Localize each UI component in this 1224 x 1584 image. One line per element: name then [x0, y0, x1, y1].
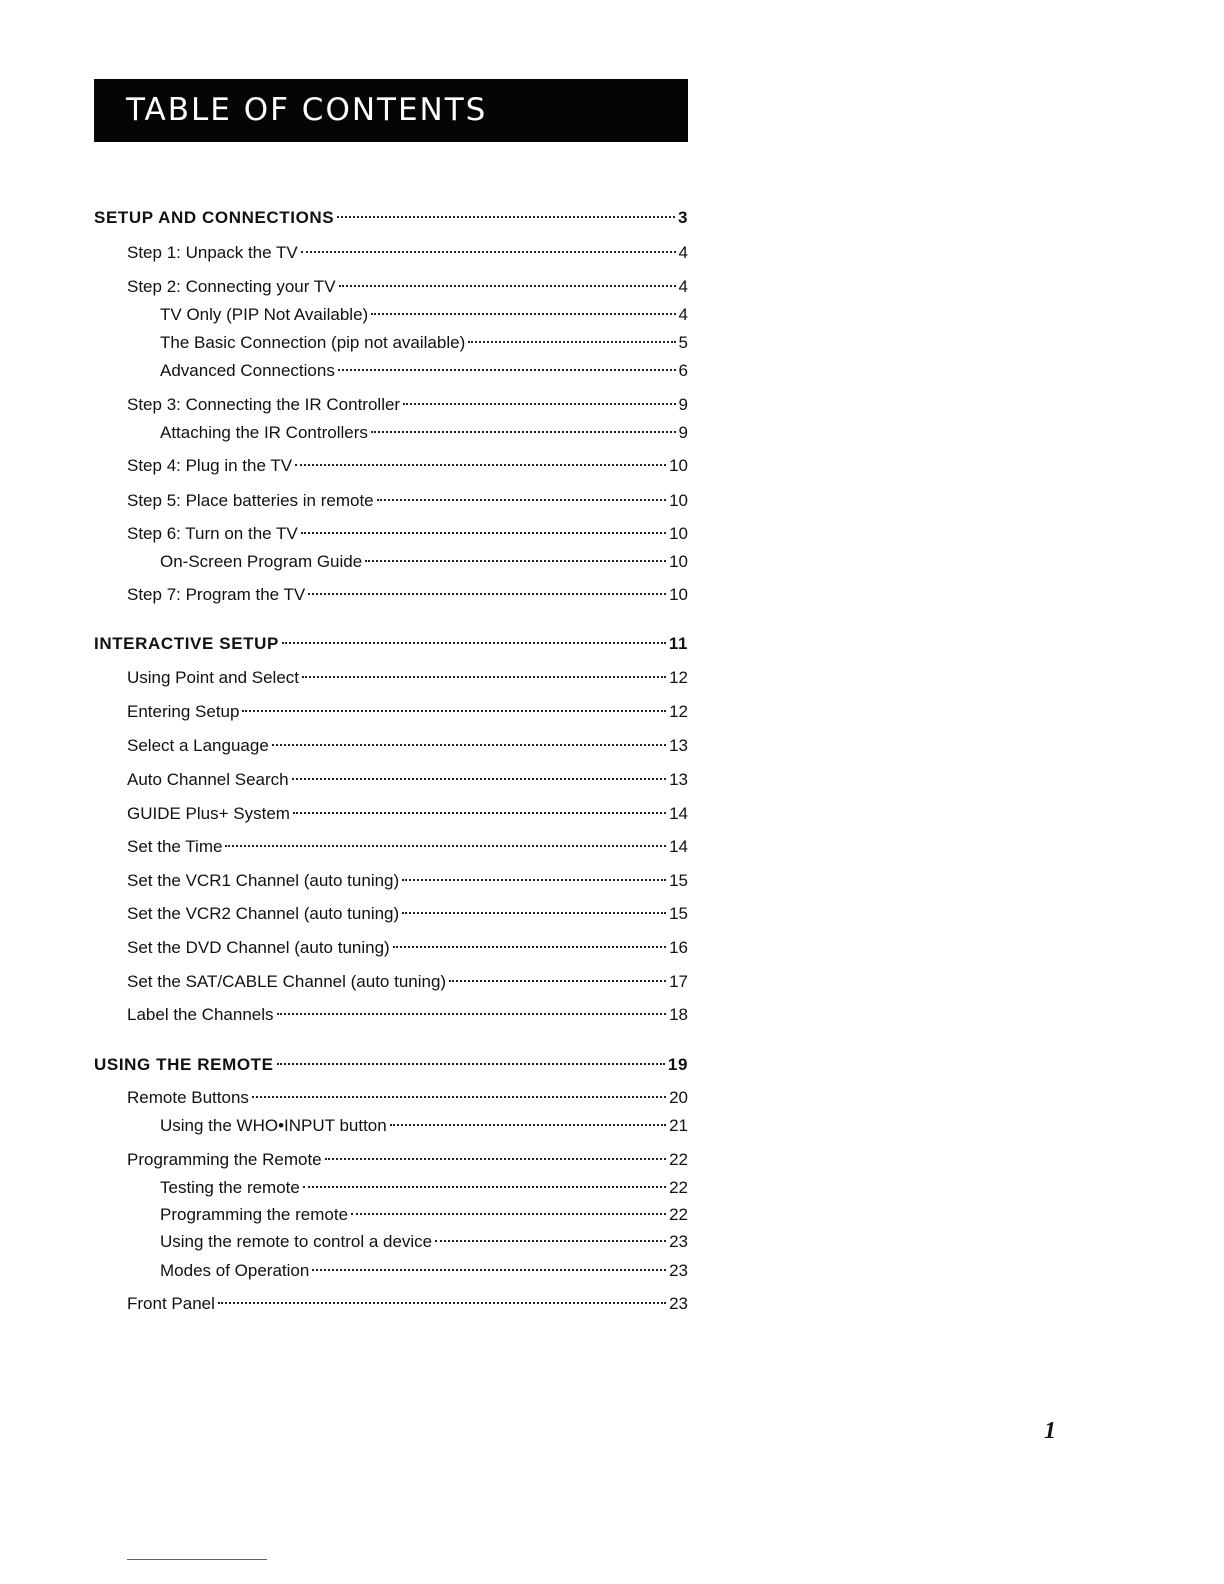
toc-entry-page: 11	[668, 634, 688, 653]
toc-entry	[127, 274, 688, 300]
toc-entry	[160, 549, 688, 575]
toc-entry-page: 10	[669, 524, 688, 543]
dot-leader	[337, 216, 675, 218]
toc-entry-label: Advanced Connections	[160, 361, 335, 380]
toc-entry-page: 22	[669, 1150, 688, 1169]
dot-leader	[308, 593, 666, 595]
toc-entry	[127, 240, 688, 266]
toc-entry-label: Set the VCR1 Channel (auto tuning)	[127, 871, 400, 890]
dot-leader	[218, 1302, 666, 1304]
toc-entry	[160, 1229, 688, 1255]
toc-entry	[127, 834, 688, 860]
toc-entry-page: 22	[669, 1205, 688, 1224]
toc-entry-page: 3	[677, 208, 688, 227]
toc-entry-page: 23	[669, 1261, 688, 1280]
toc-entry-label: Modes of Operation	[160, 1261, 310, 1280]
dot-leader	[303, 1186, 666, 1188]
dot-leader	[435, 1240, 666, 1242]
toc-entry-label: Attaching the IR Controllers	[160, 423, 368, 442]
toc-entry-page: 16	[669, 938, 688, 957]
toc-entry-page: 14	[669, 804, 688, 823]
toc-entry-label: Remote Buttons	[127, 1088, 249, 1107]
toc-entry-label: Step 5: Place batteries in remote	[127, 491, 374, 510]
dot-leader	[403, 403, 675, 405]
toc-entry-label: GUIDE Plus+ System	[127, 804, 290, 823]
toc-entry-label: The Basic Connection (pip not available)	[160, 333, 466, 352]
toc-entry-page: 19	[667, 1055, 688, 1074]
toc-entry-label: Step 2: Connecting your TV	[127, 277, 336, 296]
toc-entry-page: 13	[669, 770, 688, 789]
toc-entry	[127, 767, 688, 793]
dot-leader	[277, 1013, 667, 1015]
dot-leader	[371, 431, 676, 433]
toc-entry-page: 20	[669, 1088, 688, 1107]
toc-entry-label: USING THE REMOTE	[94, 1055, 274, 1074]
toc-entry	[127, 665, 688, 691]
dot-leader	[301, 251, 676, 253]
toc-entry-page: 23	[669, 1294, 688, 1313]
dot-leader	[402, 912, 666, 914]
toc-entry	[127, 1147, 688, 1173]
dot-leader	[339, 285, 676, 287]
toc-entry-label: Programming the Remote	[127, 1150, 322, 1169]
toc-entry-page: 15	[669, 904, 688, 923]
dot-leader	[351, 1213, 666, 1215]
toc-section-entry	[94, 631, 688, 657]
toc-section-entry	[94, 205, 688, 231]
toc-section-entry	[94, 1052, 688, 1078]
toc-entry	[127, 868, 688, 894]
dot-leader	[302, 676, 666, 678]
dot-leader	[293, 812, 666, 814]
dot-leader	[377, 499, 666, 501]
dot-leader	[295, 464, 666, 466]
toc-entry-page: 22	[669, 1178, 688, 1197]
toc-entry	[127, 935, 688, 961]
dot-leader	[390, 1124, 666, 1126]
toc-entry-label: Front Panel	[127, 1294, 215, 1313]
dot-leader	[338, 369, 676, 371]
dot-leader	[225, 845, 666, 847]
toc-entry	[127, 488, 688, 514]
toc-entry-page: 14	[669, 837, 688, 856]
toc-entry-page: 4	[678, 305, 688, 324]
toc-entry-label: Set the SAT/CABLE Channel (auto tuning)	[127, 972, 447, 991]
toc-entry-page: 18	[669, 1005, 688, 1024]
dot-leader	[292, 778, 666, 780]
toc-entry-page: 13	[669, 736, 688, 755]
dot-leader	[282, 642, 666, 644]
dot-leader	[252, 1096, 666, 1098]
toc-entry	[160, 1113, 688, 1139]
footer-rule	[127, 1559, 267, 1560]
toc-entry	[127, 699, 688, 725]
toc-entry-page: 23	[669, 1232, 688, 1251]
dot-leader	[277, 1063, 665, 1065]
toc-entry	[160, 302, 688, 328]
dot-leader	[371, 313, 675, 315]
toc-entry	[127, 392, 688, 418]
dot-leader	[301, 532, 666, 534]
dot-leader	[272, 744, 666, 746]
toc-entry	[127, 1085, 688, 1111]
toc-entry-page: 5	[678, 333, 688, 352]
toc-entry-page: 4	[678, 243, 688, 262]
toc-entry-label: SETUP AND CONNECTIONS	[94, 208, 335, 227]
toc-entry	[160, 1258, 688, 1284]
toc-entry-label: INTERACTIVE SETUP	[94, 634, 279, 653]
page-title: TABLE OF CONTENTS	[126, 92, 488, 128]
dot-leader	[365, 560, 666, 562]
toc-entry-page: 10	[669, 456, 688, 475]
toc-entry-page: 10	[669, 585, 688, 604]
toc-entry	[127, 521, 688, 547]
toc-entry-page: 9	[678, 423, 688, 442]
toc-entry	[127, 901, 688, 927]
toc-entry	[127, 1291, 688, 1317]
toc-entry-page: 9	[678, 395, 688, 414]
toc-entry-label: Using the WHO•INPUT button	[160, 1116, 387, 1135]
toc-entry-page: 12	[669, 702, 688, 721]
toc-entry	[127, 969, 688, 995]
toc-entry-label: Step 3: Connecting the IR Controller	[127, 395, 401, 414]
toc-entry-label: Entering Setup	[127, 702, 240, 721]
toc-entry-label: Using Point and Select	[127, 668, 299, 687]
toc-entry-label: On-Screen Program Guide	[160, 552, 363, 571]
toc-entry-page: 21	[669, 1116, 688, 1135]
dot-leader	[449, 980, 666, 982]
toc-entry-page: 4	[678, 277, 688, 296]
toc-entry-label: Auto Channel Search	[127, 770, 289, 789]
toc-entry-page: 17	[669, 972, 688, 991]
dot-leader	[468, 341, 675, 343]
toc-entry-label: Set the VCR2 Channel (auto tuning)	[127, 904, 400, 923]
toc-entry	[160, 330, 688, 356]
toc-entry-label: Using the remote to control a device	[160, 1232, 433, 1251]
toc-entry-label: Step 6: Turn on the TV	[127, 524, 298, 543]
dot-leader	[242, 710, 666, 712]
toc-entry	[127, 582, 688, 608]
toc-entry-label: Label the Channels	[127, 1005, 274, 1024]
toc-entry	[127, 801, 688, 827]
toc-entry-label: TV Only (PIP Not Available)	[160, 305, 369, 324]
toc-entry-label: Step 7: Program the TV	[127, 585, 306, 604]
toc-entry-label: Select a Language	[127, 736, 269, 755]
toc-entry	[160, 1175, 688, 1201]
toc-entry-label: Set the DVD Channel (auto tuning)	[127, 938, 390, 957]
toc-entry	[160, 1202, 688, 1228]
dot-leader	[312, 1269, 666, 1271]
toc-entry-label: Set the Time	[127, 837, 223, 856]
toc-entry	[127, 453, 688, 479]
dot-leader	[325, 1158, 666, 1160]
toc-entry-page: 6	[678, 361, 688, 380]
toc-entry	[127, 1002, 688, 1028]
toc-entry-page: 15	[669, 871, 688, 890]
toc-entry-label: Programming the remote	[160, 1205, 349, 1224]
page-number: 1	[1044, 1418, 1056, 1444]
toc-entry-page: 10	[669, 552, 688, 571]
toc-entry	[160, 358, 688, 384]
toc-entry-page: 12	[669, 668, 688, 687]
toc-entry-label: Step 4: Plug in the TV	[127, 456, 293, 475]
toc-entry-label: Step 1: Unpack the TV	[127, 243, 298, 262]
toc-entry-page: 10	[669, 491, 688, 510]
dot-leader	[393, 946, 666, 948]
toc-entry	[160, 420, 688, 446]
toc-entry-label: Testing the remote	[160, 1178, 300, 1197]
dot-leader	[402, 879, 666, 881]
toc-entry	[127, 733, 688, 759]
